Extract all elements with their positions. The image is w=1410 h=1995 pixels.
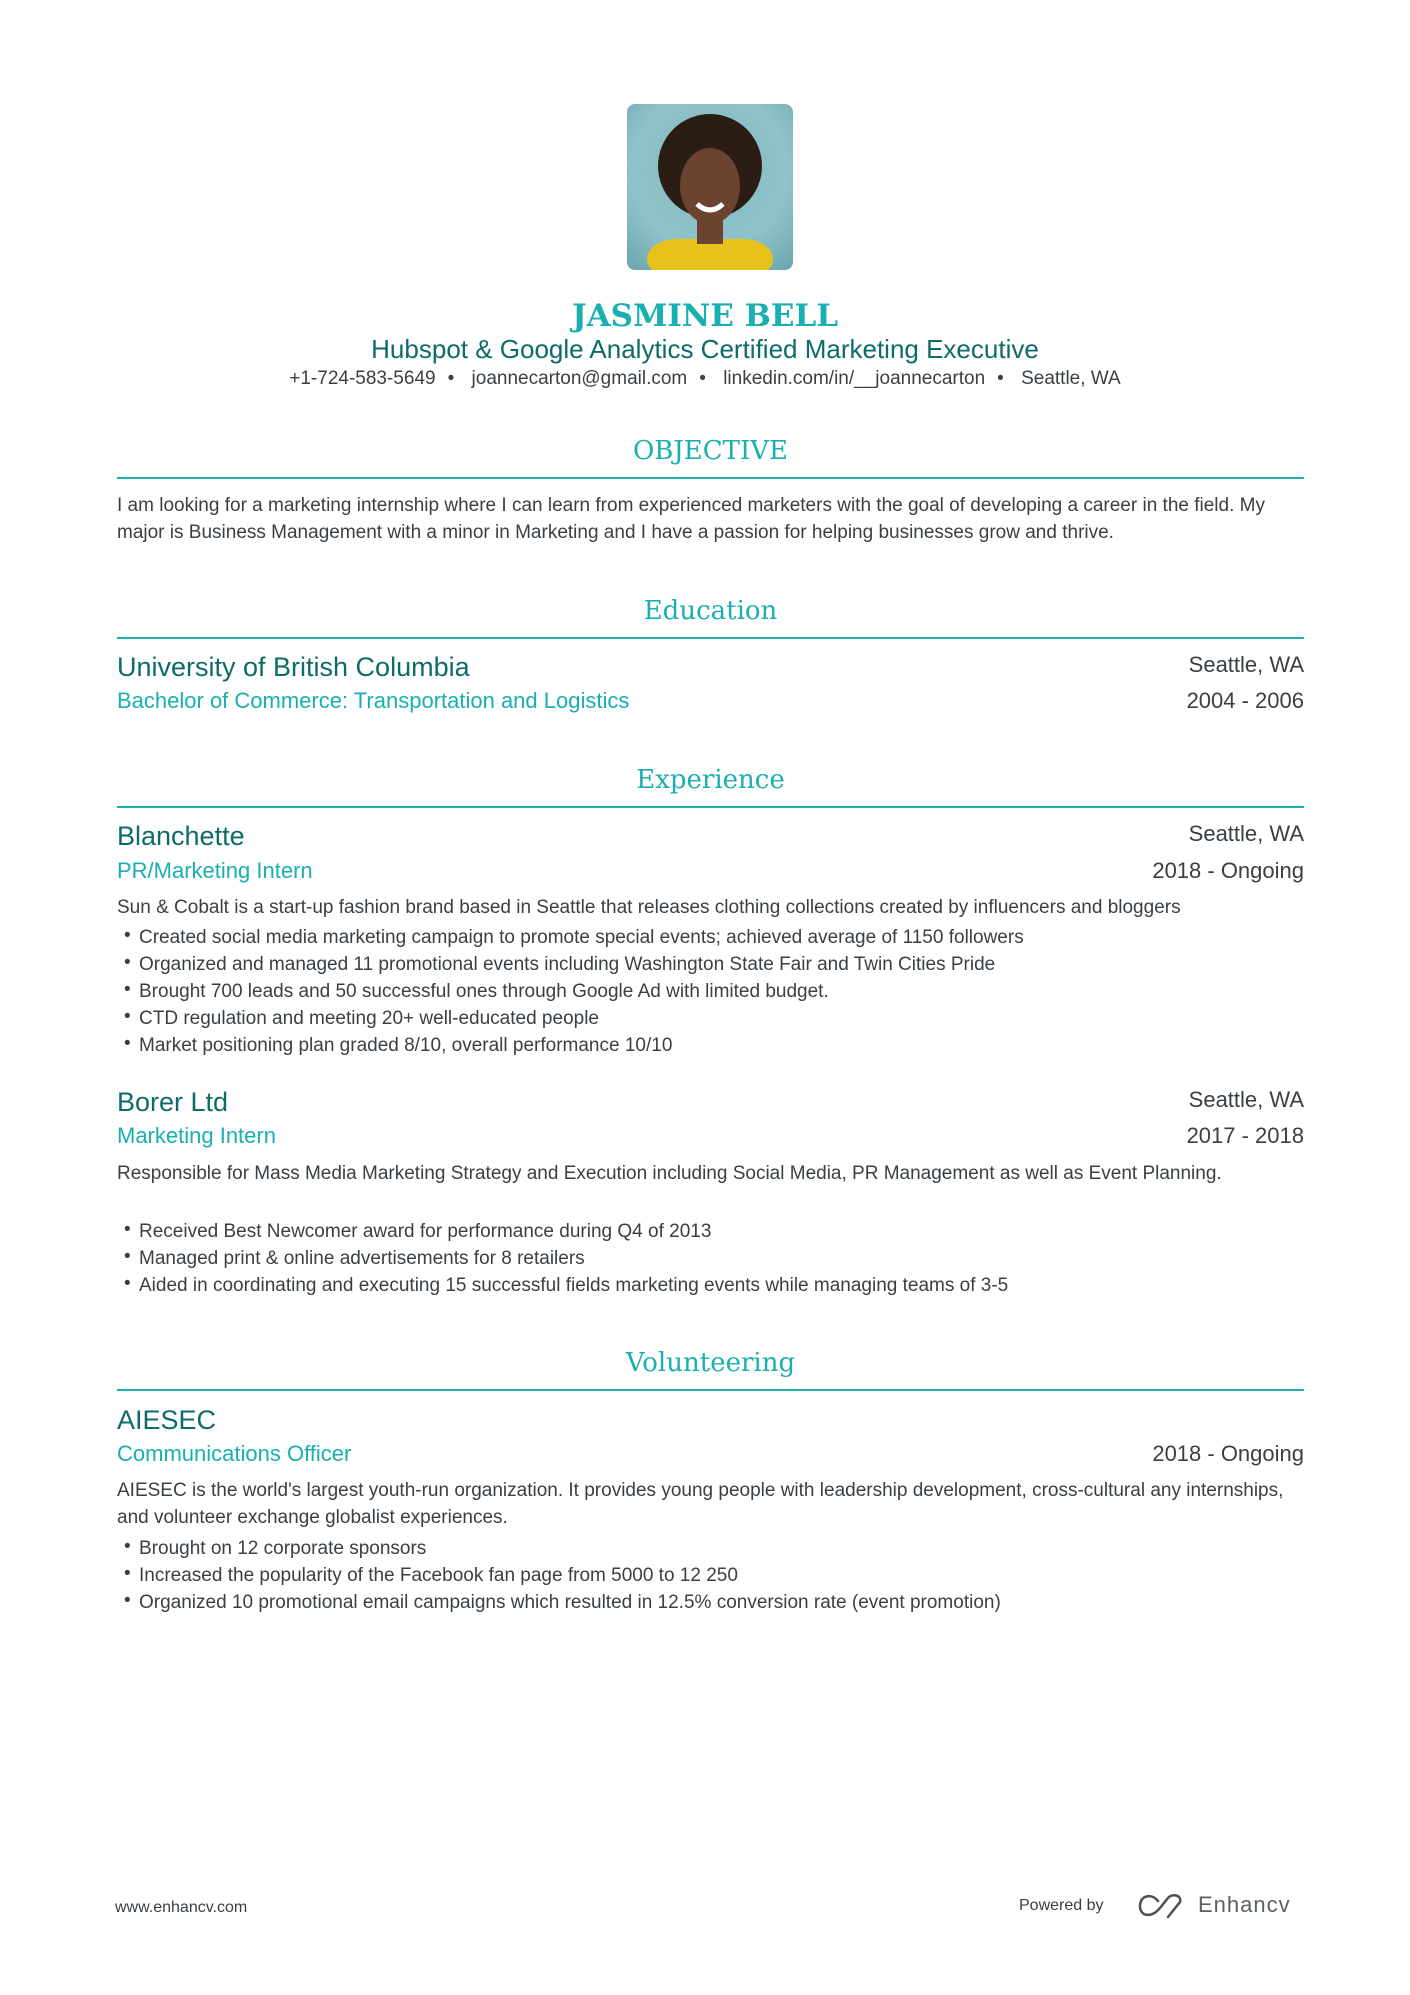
bullet: • Brought 700 leads and 50 successful ones through Google Ad with limited budget.: [117, 978, 1304, 1005]
bullet: • Created social media marketing campaign to promote special events; achieved average of 1150 followers: [117, 924, 1304, 951]
volunteer-bullets: [117, 1535, 1304, 1616]
org-name: AIESEC: [117, 1405, 217, 1435]
divider: [117, 1389, 1304, 1391]
candidate-name: JASMINE BELL: [571, 298, 839, 334]
bullet: • Market positioning plan graded 8/10, overall performance 10/10: [117, 1032, 1304, 1059]
job-role: PR/Marketing Intern: [117, 858, 313, 883]
education-dates: 2004 - 2006: [1186, 688, 1304, 713]
volunteering-heading: Volunteering: [625, 1348, 796, 1378]
powered-by-label: Powered by: [1019, 1897, 1104, 1914]
objective-text: I am looking for a marketing internship where I can learn from experienced marketers with the goal of developing a career in the field. My major is Business Management with a minor in Marketing and I have a passion for helping businesses grow and thrive.: [117, 495, 1265, 543]
volunteer-dates: 2018 - Ongoing: [1152, 1441, 1304, 1466]
job-dates: 2018 - Ongoing: [1152, 858, 1304, 883]
company-name: Borer Ltd: [117, 1087, 229, 1117]
company-name: Blanchette: [117, 821, 245, 851]
divider: [117, 477, 1304, 479]
bullet: • Managed print & online advertisements for 8 retailers: [117, 1245, 1304, 1272]
job-role: Marketing Intern: [117, 1123, 276, 1148]
degree: Bachelor of Commerce: Transportation and Logistics: [117, 688, 630, 713]
candidate-title: Hubspot & Google Analytics Certified Marketing Executive: [371, 334, 1039, 364]
phone: +1-724-583-5649: [289, 368, 436, 389]
education-heading: Education: [643, 596, 778, 626]
bullet: • Aided in coordinating and executing 15 successful fields marketing events while managing teams of 3-5: [117, 1272, 1304, 1299]
footer-website[interactable]: www.enhancv.com: [115, 1899, 248, 1916]
location: Seattle, WA: [1021, 368, 1121, 389]
volunteer-role: Communications Officer: [117, 1441, 352, 1466]
bullet: • CTD regulation and meeting 20+ well-educated people: [117, 1005, 1304, 1032]
job-bullets: [117, 924, 1304, 1059]
job-bullets: [117, 1218, 1304, 1299]
job-dates: 2017 - 2018: [1186, 1123, 1304, 1148]
linkedin: linkedin.com/in/__joannecarton: [723, 368, 986, 389]
bullet: • Increased the popularity of the Facebook fan page from 5000 to 12 250: [117, 1562, 1304, 1589]
school-name: University of British Columbia: [117, 652, 470, 682]
job-description: Sun & Cobalt is a start-up fashion brand based in Seattle that releases clothing collections created by influencers and bloggers: [117, 897, 1181, 918]
enhancv-logo-icon: [1138, 1893, 1186, 1924]
experience-heading: Experience: [636, 765, 785, 795]
email: joannecarton@gmail.com: [471, 368, 688, 389]
school-location: Seattle, WA: [1188, 652, 1304, 677]
job-location: Seattle, WA: [1188, 1087, 1304, 1112]
contact-line: +1-724-583-5649 • joannecarton@gmail.com • linkedin.com/in/__joannecarton • Seattle, WA: [289, 368, 1121, 389]
job-description: Responsible for Mass Media Marketing Strategy and Execution including Social Media, PR Management as well as Event Planning.: [117, 1163, 1222, 1184]
divider: [117, 806, 1304, 808]
volunteer-description: AIESEC is the world's largest youth-run organization. It provides young people with leadership development, cross-cultural any internships, and volunteer exchange globalist experiences.: [117, 1480, 1284, 1528]
job-location: Seattle, WA: [1188, 821, 1304, 846]
divider: [117, 637, 1304, 639]
bullet: • Organized and managed 11 promotional events including Washington State Fair and Twin Cities Pride: [117, 951, 1304, 978]
bullet: • Organized 10 promotional email campaigns which resulted in 12.5% conversion rate (event promotion): [117, 1589, 1304, 1616]
enhancv-brand: Enhancv: [1198, 1892, 1291, 1917]
bullet: • Brought on 12 corporate sponsors: [117, 1535, 1304, 1562]
bullet: • Received Best Newcomer award for performance during Q4 of 2013: [117, 1218, 1304, 1245]
profile-photo: [627, 104, 793, 270]
objective-heading: OBJECTIVE: [632, 436, 789, 466]
